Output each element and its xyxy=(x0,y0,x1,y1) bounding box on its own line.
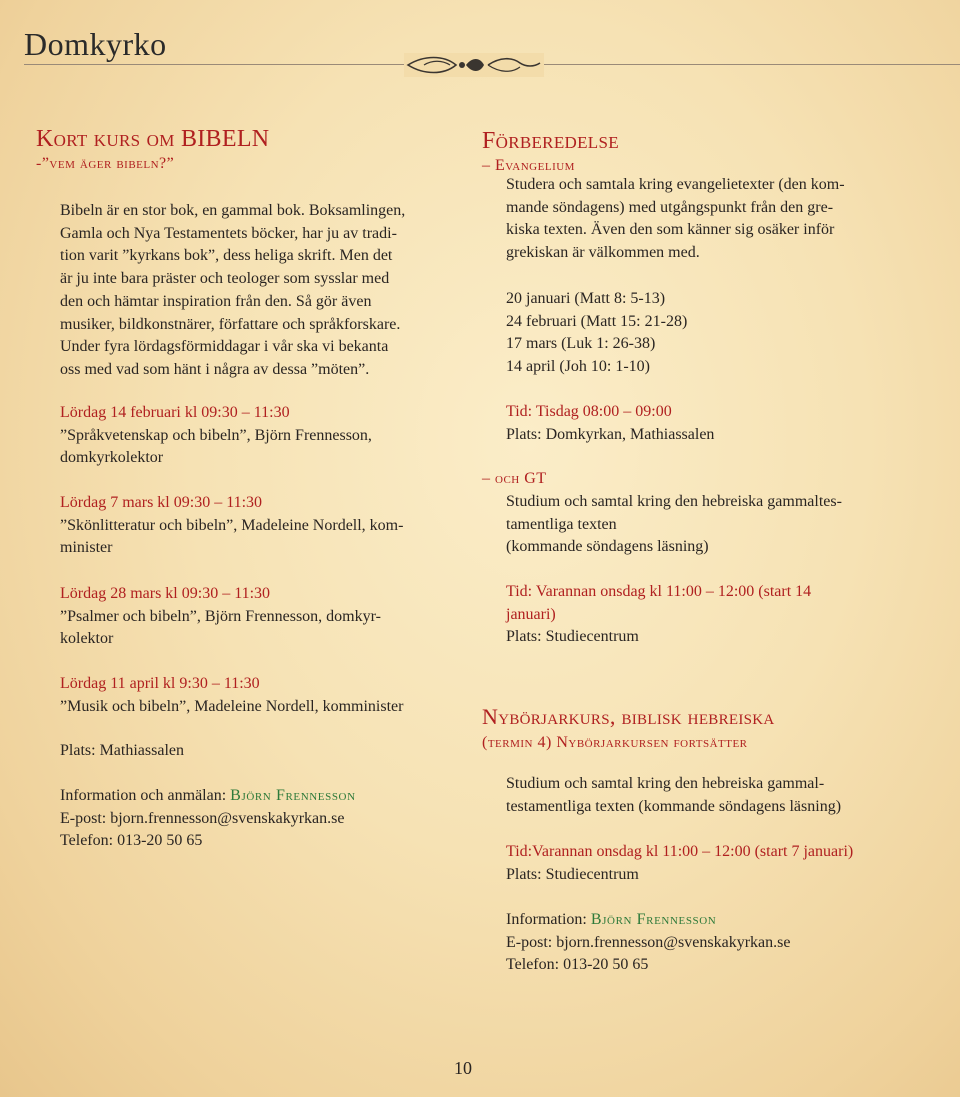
gt-time-place xyxy=(506,581,906,649)
ornament-icon xyxy=(404,53,544,77)
session-desc: ”Skönlitteratur och bibeln”, Madeleine Nordell, kom- xyxy=(60,516,404,534)
session-time: Lördag 11 april kl 9:30 – 11:30 xyxy=(60,675,260,692)
hebrew-heading: Nybörjarkurs, biblisk hebreiska xyxy=(482,704,775,729)
info-line xyxy=(506,909,906,932)
intro-line: musiker, bildkonstnärer, författare och språkforskare. xyxy=(60,315,401,333)
course-intro xyxy=(60,200,456,382)
session-time: Lördag 14 februari kl 09:30 – 11:30 xyxy=(60,404,290,421)
date-item: 17 mars (Luk 1: 26-38) xyxy=(506,335,656,353)
session-item xyxy=(60,402,456,470)
date-item: 14 april (Joh 10: 1-10) xyxy=(506,358,650,376)
time-text: Tid:Varannan onsdag kl 11:00 – 12:00 (start 7 januari) xyxy=(506,843,854,860)
session-desc: domkyrkolektor xyxy=(60,449,164,467)
intro-line: Bibeln är en stor bok, en gammal bok. Boksamlingen, xyxy=(60,202,406,219)
prep-heading: Förberedelse xyxy=(482,128,619,154)
contact-name-link[interactable]: Björn Frennesson xyxy=(230,787,356,804)
gospel-subheading: – Evangelium xyxy=(482,157,575,174)
gospel-line: grekiskan är välkommen med. xyxy=(506,244,700,262)
info-line xyxy=(60,785,456,808)
hebrew-line: Studium och samtal kring den hebreiska gammal- xyxy=(506,775,825,792)
course-place xyxy=(60,740,456,763)
intro-line: är ju inte bara präster och teologer som sysslar med xyxy=(60,270,390,288)
gospel-dates xyxy=(506,288,902,379)
gt-line: Studium och samtal kring den hebreiska gammaltes- xyxy=(506,493,842,510)
page-header xyxy=(0,0,960,80)
time-text: januari) xyxy=(506,605,556,623)
session-time: Lördag 28 mars kl 09:30 – 11:30 xyxy=(60,585,271,602)
date-item: 24 februari (Matt 15: 21-28) xyxy=(506,312,688,330)
time-text: Tid: Tisdag 08:00 – 09:00 xyxy=(506,403,672,420)
place-text: Plats: Studiecentrum xyxy=(506,628,639,646)
session-desc: kolektor xyxy=(60,630,114,648)
gospel-line: kiska texten. Även den som känner sig osäker inför xyxy=(506,221,835,239)
contact-block xyxy=(60,785,456,853)
intro-line: oss med vad som hänt i några av dessa ”möten”. xyxy=(60,360,370,378)
contact-name-link[interactable]: Björn Frennesson xyxy=(590,911,717,928)
page-number: 10 xyxy=(454,1058,472,1078)
phone-text: Telefon: 013-20 50 65 xyxy=(60,832,203,850)
session-desc: ”Språkvetenskap och bibeln”, Björn Frennesson, xyxy=(60,426,372,444)
hebrew-desc xyxy=(506,773,906,818)
course-subheading: -”vem äger bibeln?” xyxy=(36,155,175,172)
intro-line: den och hämtar inspiration från den. Så gör även xyxy=(60,292,372,310)
gt-subheading: – och GT xyxy=(482,470,547,487)
info-label: Information och anmälan: xyxy=(60,787,231,804)
session-item xyxy=(60,673,456,718)
gt-line: (kommande söndagens läsning) xyxy=(506,538,709,556)
time-text: Tid: Varannan onsdag kl 11:00 – 12:00 (start 14 xyxy=(506,583,812,600)
hebrew-subheading: (termin 4) Nybörjarkursen fortsätter xyxy=(482,734,748,751)
contact-block xyxy=(506,909,906,977)
course-heading-block xyxy=(36,126,456,174)
session-time: Lördag 7 mars kl 09:30 – 11:30 xyxy=(60,494,263,511)
prep-heading-block xyxy=(482,128,910,176)
gospel-line: mande söndagens) med utgångspunkt från den gre- xyxy=(506,198,834,216)
email-link[interactable]: E-post: bjorn.frennesson@svenskakyrkan.se xyxy=(60,809,345,827)
session-item xyxy=(60,492,456,560)
gt-line: tamentliga texten xyxy=(506,515,617,533)
hebrew-heading-block xyxy=(482,704,910,753)
hebrew-time-place xyxy=(506,841,906,886)
session-item xyxy=(60,583,456,651)
intro-line: tion varit ”kyrkans bok”, dess heliga skrift. Men det xyxy=(60,247,393,265)
place-text: Plats: Studiecentrum xyxy=(506,865,639,883)
intro-line: Under fyra lördagsförmiddagar i vår ska vi bekanta xyxy=(60,338,389,356)
page-title: Domkyrko xyxy=(24,26,167,62)
session-desc: ”Psalmer och bibeln”, Björn Frennesson, domkyr- xyxy=(60,607,381,625)
gospel-line: Studera och samtala kring evangelietexter (den kom- xyxy=(506,176,845,193)
gt-block xyxy=(482,469,910,489)
email-link[interactable]: E-post: bjorn.frennesson@svenskakyrkan.se xyxy=(506,933,791,951)
gt-desc xyxy=(506,491,902,559)
date-item: 20 januari (Matt 8: 5-13) xyxy=(506,290,666,307)
gospel-desc xyxy=(506,174,902,265)
course-heading: Kort kurs om BIBELN xyxy=(36,126,270,152)
gospel-time-place xyxy=(506,401,902,446)
phone-text: Telefon: 013-20 50 65 xyxy=(506,956,649,974)
place-text: Plats: Domkyrkan, Mathiassalen xyxy=(506,425,715,443)
place-text: Plats: Mathiassalen xyxy=(60,742,184,759)
intro-line: Gamla och Nya Testamentets böcker, har ju av tradi- xyxy=(60,224,397,242)
info-label: Information: xyxy=(506,911,591,928)
hebrew-line: testamentliga texten (kommande söndagens läsning) xyxy=(506,797,842,815)
session-desc: minister xyxy=(60,539,113,557)
session-desc: ”Musik och bibeln”, Madeleine Nordell, komminister xyxy=(60,697,404,715)
